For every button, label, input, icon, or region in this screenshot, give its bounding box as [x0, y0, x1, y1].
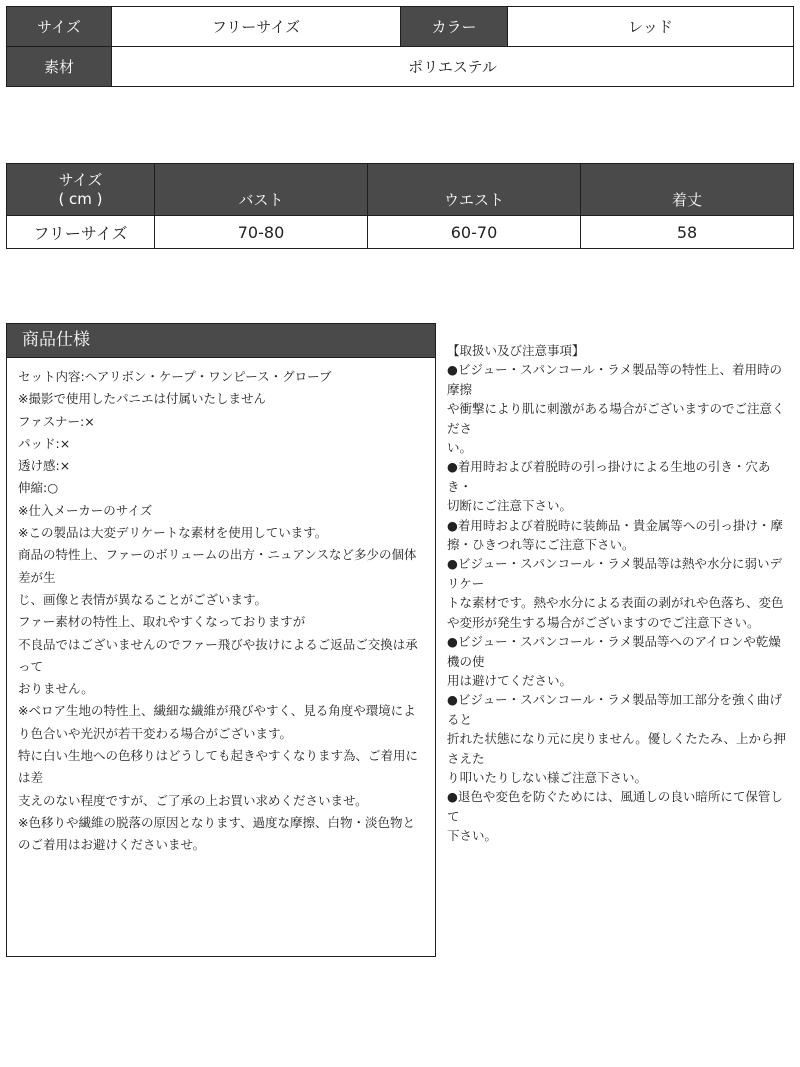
spec-table: [6, 6, 794, 87]
spec-row-size-color: [7, 7, 794, 47]
notes-line: 折れた状態になり元に戻りません。優しくたたみ、上から押さえた: [447, 731, 787, 766]
spec-line: 特に白い生地への色移りはどうしても起きやすくなります為、ご着用には差: [18, 748, 419, 786]
spec-line: セット内容:ヘアリボン・ケープ・ワンピース・グローブ: [18, 369, 332, 384]
spec-line: ※仕入メーカーのサイズ: [18, 502, 153, 518]
waist-value: 60-70: [368, 216, 581, 249]
spec-line: 伸縮:○: [18, 480, 59, 496]
material-value: ポリエステル: [112, 47, 794, 87]
notes-line: や衝撃により肌に刺激がある場合がございますのでご注意くださ: [447, 401, 785, 436]
length-header: 着丈: [581, 164, 794, 216]
spec-line: のご着用はお避けくださいませ。: [18, 837, 206, 853]
notes-line: ●ビジュー・スパンコール・ラメ製品等は熱や水分に弱いデリケー: [447, 556, 783, 591]
spec-line: ※色移りや繊維の脱落の原因となります、過度な摩擦、白物・淡色物と: [18, 814, 415, 830]
size-table-row: [7, 216, 794, 249]
notes-line: ●ビジュー・スパンコール・ラメ製品等加工部分を強く曲げると: [447, 692, 783, 727]
notes-line: ●着用時および着脱時に装飾品・貴金属等への引っ掛け・摩: [447, 517, 783, 533]
spec-line: 支えのない程度ですが、ご了承の上お買い求めくださいませ。: [18, 792, 368, 808]
spec-line: じ、画像と表情が異なることがございます。: [18, 591, 268, 607]
notes-line: ●ビジュー・スパンコール・ラメ製品等へのアイロンや乾燥機の使: [447, 634, 781, 669]
spec-line: 商品の特性上、ファーのボリュームの出方・ニュアンスなど多少の個体差が生: [18, 547, 417, 585]
notes-line: 用は避けてください。: [447, 672, 573, 688]
product-spec-body: [7, 358, 435, 857]
notes-line: や変形が発生する場合がございますのでご注意下さい。: [447, 614, 760, 630]
size-header-line2: ( cm ): [58, 189, 103, 208]
notes-heading: 【取扱い及び注意事項】: [447, 343, 585, 358]
size-label: サイズ: [7, 7, 112, 47]
spec-row-material: [7, 47, 794, 87]
spec-line: 透け感:×: [18, 458, 71, 474]
spec-line: パッド:×: [18, 435, 71, 451]
size-header-line1: サイズ: [58, 170, 103, 189]
size-value: フリーサイズ: [112, 7, 401, 47]
spec-line: り色合いや光沢が若干変わる場合がございます。: [18, 725, 293, 741]
notes-line: ●着用時および着脱時の引っ掛けによる生地の引き・穴あき・: [447, 459, 771, 494]
notes-line: 切断にご注意下さい。: [447, 498, 573, 514]
bust-header: バスト: [155, 164, 368, 216]
waist-header: ウエスト: [368, 164, 581, 216]
color-label: カラー: [401, 7, 508, 47]
spec-line: ファスナー:×: [18, 413, 95, 429]
notes-line: り叩いたりしない様ご注意下さい。: [447, 769, 648, 785]
bust-value: 70-80: [155, 216, 368, 249]
spec-line: おりません。: [18, 681, 94, 697]
spec-line: ※この製品は大変デリケートな素材を使用しています。: [18, 525, 328, 541]
notes-line: 擦・ひきつれ等にご注意下さい。: [447, 537, 635, 553]
spec-line: ファー素材の特性上、取れやすくなっておりますが: [18, 614, 306, 630]
spec-line: 不良品ではございませんのでファー飛びや抜けによるご返品ご交換は承って: [18, 636, 418, 674]
notes-line: ●退色や変色を防ぐためには、風通しの良い暗所にて保管して: [447, 789, 783, 824]
length-value: 58: [581, 216, 794, 249]
product-spec-title: 商品仕様: [7, 324, 435, 358]
notes-line: い。: [447, 440, 473, 456]
notes-line: ●ビジュー・スパンコール・ラメ製品等の特性上、着用時の摩擦: [447, 362, 783, 397]
spec-line: ※ベロア生地の特性上、繊細な繊維が飛びやすく、見る角度や環境によ: [18, 703, 416, 719]
size-row-label: フリーサイズ: [7, 216, 155, 249]
material-label: 素材: [7, 47, 112, 87]
notes-line: トな素材です。熱や水分による表面の剥がれや色落ち、変色: [447, 595, 784, 611]
notes-line: 下さい。: [447, 828, 498, 844]
handling-notes: [447, 341, 793, 846]
size-header-cell: [7, 164, 155, 216]
size-table-header: [7, 164, 794, 216]
product-spec-box: [6, 323, 436, 957]
spec-line: ※撮影で使用したパニエは付属いたしません: [18, 391, 266, 407]
size-table: [6, 163, 794, 249]
color-value: レッド: [508, 7, 794, 47]
